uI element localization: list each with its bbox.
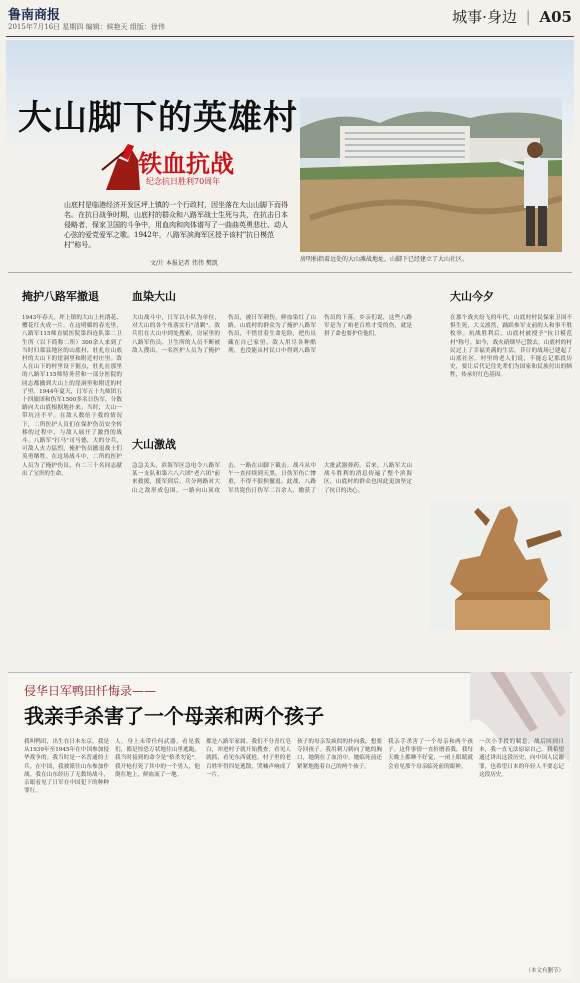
village-photo-image (300, 98, 562, 252)
memoir-column: 我亲手杀害了一个母亲和两个孩子。这件事情一直折磨着我，我每天晚上都睡不好觉，一闭上眼睛就会看见那个母亲临死前的眼神。 (388, 739, 473, 770)
section-label: 城事·身边 | A05 (452, 8, 572, 26)
article-body: 在那个战火纷飞的年代，山底村村民保家卫国不惧生死，大义凛然，踊跃参军支前的人和事不胜枚举。抗战胜利后，山底村被授予"抗日模范村"称号。如今，战火硝烟早已散去，山底村的村民过上了幸福美满的生活，昔日的战场已建起了山底社区。村里的老人们说，不能忘记那段历史，要让后代记住先辈们为国家和民族付出的牺牲，传承好红色基因。 (450, 315, 572, 379)
memoir-column: 人，身上未带任何武器，看见我们，都是惊恐万状地往山里逃跑。我当时接到的命令是"格杀勿论"。我开枪打死了其中的一个男人，他倒在地上，鲜血流了一地。 (115, 739, 200, 778)
memoir-column: 都是八路军家属。我们不分青红皂白，冲进村子就开始搜查，看见人就抓，看见东西就抢。村子里的老百姓吓得四处逃散，哭喊声响成了一片。 (206, 739, 291, 778)
article-divider (8, 272, 572, 273)
issue-date: 2015年7月16日 (8, 23, 61, 31)
village-photo (300, 98, 562, 252)
article-body: 急急关头，滨海军区急电令八路军某一支队和第六八六团"老六团"前来救援，援军到后，兵分两路对大山之敌形成包围。一路向山顶攻击，一路在山脚下截击。战斗从中午一直持续到天黑，日伪军伤亡惨重，不得不狼狈撤退。此战，八路军共毙伤日伪军二百余人，缴获了大批武器弹药。后来，八路军大山战斗胜利的消息传遍了整个滨海区，山底村的群众也因此更加坚定了抗日的决心。 (132, 463, 412, 494)
logo-title: 铁血抗战 (138, 149, 234, 178)
memoir-column: 一次小手段的喘息。战后回到日本，我一直无法原谅自己。我希望通过讲出这段历史，向中国人民谢罪，也希望日本的年轻人不要忘记这段历史。 (479, 739, 564, 778)
photo-caption: 房明柏指着远处的大山滩战地址，山脚下已经建立了大山社区。 (300, 256, 469, 263)
issue-weekday: 星期四 (62, 23, 84, 31)
memoir-column: 孩子的母亲发疯似的扑向我，想要夺回孩子。我用刺刀刺向了她的胸口，她倒在了血泊中。她临死前还紧紧地抱着自己的两个孩子。 (297, 739, 382, 770)
article-cover-retreat (22, 288, 122, 676)
article-title: 大山激战 (132, 438, 176, 451)
series-title: 侵华日军鸭田忏悔录—— (24, 684, 157, 698)
memorial-sculpture (430, 500, 572, 630)
article-body: 1943年春天，坪上镇的大山上杜鹃花、樱花红火成一片。在这明媚的春光里，八路军115师直属医院第四连队第二卫生所（以下简称二所）300余人来到了当时归郯县地区的山底村，驻扎在山底村的大山下的崖洞里和附近村庄里。敌人在山下的村里设下据点，驻扎在那里的八路军115师特务营和一部分医院的同志都撤到大山上的崖洞里和附近的村子里。1944年夏天，日军五十九师团五十四旅团和伪军1500多名日伪军，分数路向大山底根据地扑来。当时，大山一带坑洼不平。在敌人数倍于我的情况下，二所医护人员们在保护伤员安全转移的过程中，与敌人展开了激烈的战斗。八路军"打马"司马德，大的分兵，可敌人火力猛烈，掩护伤员撤退战士们英勇牺牲。在这场战斗中，二所的医护人员为了掩护伤员，有二三十名同志献出了宝贵的生命。 (22, 315, 122, 477)
page-headline: 大山脚下的英雄村 (18, 98, 298, 138)
article-mountain-today (450, 288, 572, 504)
editor-note: （本文有删节） (525, 968, 564, 974)
campaign-logo (98, 140, 248, 195)
memorial-sculpture-image (430, 500, 572, 630)
header-rule (6, 36, 574, 37)
article-title: 血染大山 (132, 290, 176, 303)
intro-paragraph: 山底村是临港经济开发区坪上镇的一个行政村，因坐落在大山山脚下而得名。在抗日战争时期，山底村的群众和八路军战士生死与共，在抗击日本侵略者，保家卫国的斗争中，用血肉和肉体谱写了一曲曲英勇悲壮、动人心弦的爱党爱军之歌。1942年，八路军滨海军区授予该村"抗日模范村"称号。 (64, 201, 288, 249)
memoir-headline: 我亲手杀害了一个母亲和两个孩子 (24, 704, 324, 728)
article-fierce-battle (132, 436, 412, 667)
issue-meta (8, 22, 165, 32)
issue-designer: 组版：徐伟 (129, 23, 165, 31)
article-title: 大山今夕 (450, 290, 494, 303)
byline: 文/片 本报记者 伟伟 樊凯 (150, 260, 218, 267)
logo-subtitle: 纪念抗日胜利70周年 (146, 177, 221, 186)
article-body: 大山战斗中，日军以小队为单位，对大山的各个角落实行"清剿"。敌兵们在大山中到处搜索，房屋里的八路军伤员、卫生所的人员不断被敌人搜出。一名医护人员为了掩护伤员，被日军刺伤，鲜血染红了山路。山底村的群众为了掩护八路军伤员，不惜冒着生命危险，把伤员藏在自己家里。敌人用尽各种酷刑，也没能从村民口中得到八路军伤员的下落。乡亲们说，这些八路军是为了咱老百姓才受的伤，就是拼了命也要护住他们。 (132, 315, 412, 354)
article-title: 掩护八路军撤退 (22, 290, 99, 303)
article-blood-mountain (132, 288, 412, 442)
masthead-title: 鲁南商报 (8, 8, 61, 23)
memoir-column: 我叫鸭田，出生在日本东京。我是从1939年至1945年在中国参加侵华战争的。我当时是一名普通的士兵。在中国，我被派往山东参加作战。我在山东经历了无数场战斗，亲眼看见了日军在中国犯下的种种罪行。 (24, 739, 109, 795)
issue-editor: 编辑：候艳天 (85, 23, 128, 31)
page-number: A05 (539, 8, 572, 26)
memoir-columns (24, 738, 564, 963)
section-name: 城事·身边 (452, 8, 517, 26)
